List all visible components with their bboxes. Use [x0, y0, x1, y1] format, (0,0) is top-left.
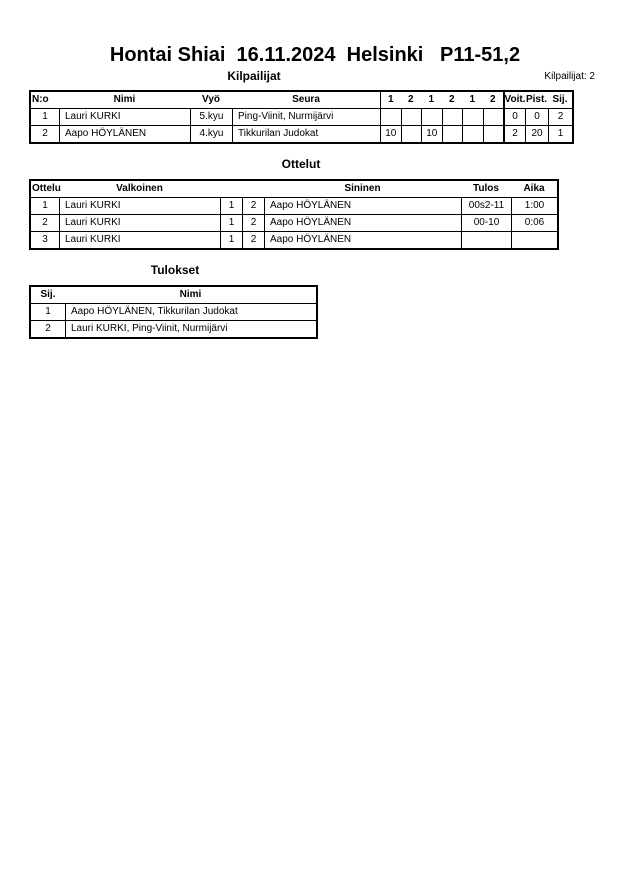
competitor-belt: 5.kyu: [190, 109, 232, 125]
competitor-place: 2: [548, 109, 572, 125]
competitor-wins: 0: [503, 109, 525, 125]
match-number: 1: [42, 200, 48, 211]
score-cell: [442, 126, 463, 142]
competitor-place: 1: [548, 126, 572, 142]
header-points: Pist.: [525, 94, 548, 105]
header-blue: Sininen: [344, 183, 381, 194]
header-blue-num: [242, 181, 264, 197]
standings-table: [29, 285, 318, 339]
matches-section-heading: Ottelut: [281, 157, 321, 171]
competitor-club: Tikkurilan Judokat: [232, 126, 380, 142]
match-time: 0:06: [511, 215, 557, 231]
standing-row: [31, 303, 316, 320]
standing-place: 2: [45, 323, 51, 334]
competitor-row: [31, 108, 572, 125]
competitor-belt: 4.kyu: [190, 126, 232, 142]
competitor-number: 1: [42, 111, 48, 122]
competitor-points: 20: [525, 126, 548, 142]
score-cell: [380, 109, 401, 125]
standing-name: Lauri KURKI, Ping-Viinit, Nurmijärvi: [65, 321, 316, 337]
blue-name: Aapo HÖYLÄNEN: [264, 232, 461, 248]
header-club: Seura: [292, 94, 320, 105]
score-cell: 10: [380, 126, 401, 142]
blue-number: 2: [242, 232, 264, 248]
white-name: Lauri KURKI: [59, 215, 220, 231]
score-cell: [421, 109, 442, 125]
header-round-6: 2: [489, 94, 496, 105]
results-section-heading: Tulokset: [150, 263, 200, 277]
header-white-num: [220, 181, 242, 197]
blue-number: 2: [242, 198, 264, 214]
score-cell: [401, 109, 422, 125]
header-wins: Voit.: [503, 92, 525, 108]
competitors-section-heading: Kilpailijat: [227, 69, 281, 83]
blue-number: 2: [242, 215, 264, 231]
page-title: Hontai Shiai 16.11.2024 Helsinki P11-51,2: [109, 44, 521, 66]
competitor-club: Ping-Viinit, Nurmijärvi: [232, 109, 380, 125]
header-place: Sij.: [552, 94, 568, 105]
header-round-4: 2: [448, 94, 455, 105]
header-place: Sij.: [40, 289, 56, 300]
white-number: 1: [220, 232, 242, 248]
score-cell: [401, 126, 422, 142]
score-cell: [483, 109, 504, 125]
header-result: Tulos: [473, 183, 499, 194]
competitor-wins: 2: [503, 126, 525, 142]
match-row: [31, 231, 557, 248]
header-match-no: Ottelu: [32, 183, 61, 194]
score-cell: 10: [421, 126, 442, 142]
header-round-2: 2: [407, 94, 414, 105]
competitors-table: [29, 90, 574, 144]
standing-row: [31, 320, 316, 337]
match-number: 2: [42, 217, 48, 228]
white-name: Lauri KURKI: [59, 198, 220, 214]
standings-header-row: [31, 287, 316, 303]
competitor-count-label: Kilpailijat: 2: [544, 71, 595, 82]
match-number: 3: [42, 234, 48, 245]
score-cell: [442, 109, 463, 125]
white-number: 1: [220, 215, 242, 231]
competitor-points: 0: [525, 109, 548, 125]
header-time: Aika: [523, 183, 545, 194]
match-row: [31, 214, 557, 231]
standing-place: 1: [45, 306, 51, 317]
matches-header-row: [31, 181, 557, 197]
competitor-row: [31, 125, 572, 142]
competitor-name: Lauri KURKI: [59, 109, 190, 125]
match-time: 1:00: [511, 198, 557, 214]
score-cell: [462, 109, 483, 125]
match-result: 00-10: [461, 215, 511, 231]
blue-name: Aapo HÖYLÄNEN: [264, 198, 461, 214]
matches-table: [29, 179, 559, 250]
blue-name: Aapo HÖYLÄNEN: [264, 215, 461, 231]
competitors-header-row: [31, 92, 572, 108]
white-number: 1: [220, 198, 242, 214]
competitor-name: Aapo HÖYLÄNEN: [59, 126, 190, 142]
header-belt: Vyö: [202, 94, 220, 105]
header-name: Nimi: [179, 289, 202, 300]
competitor-number: 2: [42, 128, 48, 139]
standing-name: Aapo HÖYLÄNEN, Tikkurilan Judokat: [65, 304, 316, 320]
match-result: [461, 232, 511, 248]
header-round-1: 1: [380, 92, 401, 108]
match-result: 00s2-11: [461, 198, 511, 214]
score-cell: [483, 126, 504, 142]
white-name: Lauri KURKI: [59, 232, 220, 248]
header-no: N:o: [32, 94, 49, 105]
header-name: Nimi: [113, 94, 136, 105]
match-row: [31, 197, 557, 214]
match-time: [511, 232, 557, 248]
header-white: Valkoinen: [116, 183, 163, 194]
score-cell: [462, 126, 483, 142]
header-round-5: 1: [469, 94, 476, 105]
header-round-3: 1: [428, 94, 435, 105]
